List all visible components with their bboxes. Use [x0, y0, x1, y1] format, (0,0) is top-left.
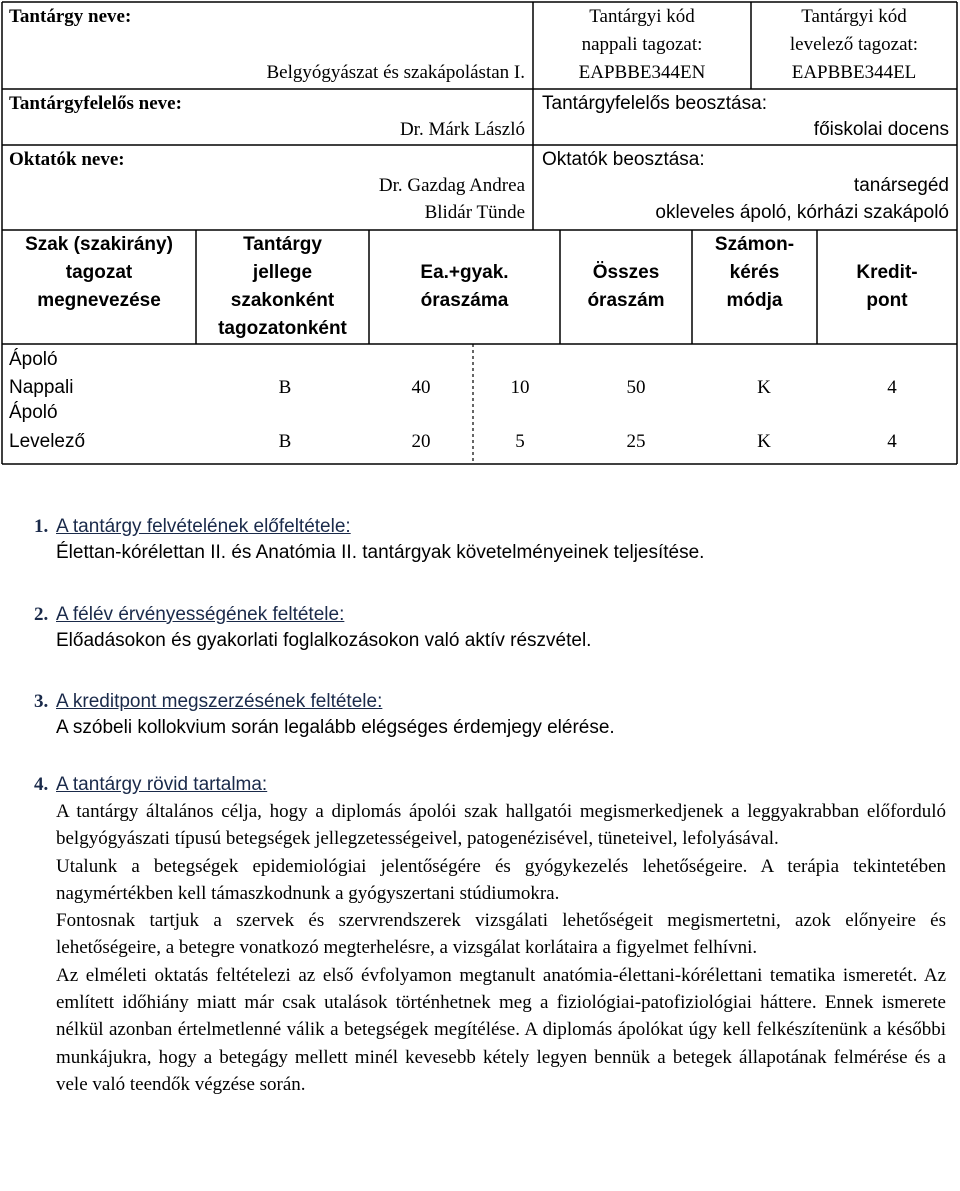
- row-exam: K: [757, 431, 771, 452]
- code-daytime-label-1: Tantárgyi kód: [589, 6, 695, 27]
- col-header-exam-3: módja: [726, 290, 783, 311]
- responsible-position: főiskolai docens: [813, 119, 949, 140]
- col-header-program-3: megnevezése: [37, 290, 161, 311]
- row-total-hours: 50: [626, 377, 646, 398]
- col-header-type-3: szakonként: [230, 290, 335, 311]
- section-text: A szóbeli kollokvium során legalább elégséges érdemjegy elérése.: [56, 717, 615, 738]
- code-correspondence-label-1: Tantárgyi kód: [801, 6, 907, 27]
- row-practice-hours: 5: [515, 431, 525, 452]
- row-exam: K: [757, 377, 771, 398]
- row-total-hours: 25: [626, 431, 646, 452]
- content-paragraph: A tantárgy általános célja, hogy a diplomás ápolói szak hallgatói megismerkedjenek a leggyakrabban előforduló belgyógyászati típusú betegségek jellegzetességeivel, patogenézisével, tüneteivel, lefolyásával.: [56, 801, 946, 850]
- teacher-2-position: okleveles ápoló, kórházi szakápoló: [655, 202, 949, 223]
- row-program-line-2: Levelező: [9, 431, 86, 452]
- row-type: B: [278, 431, 292, 452]
- col-header-exam-1: Számon-: [714, 234, 795, 255]
- subject-name: Belgyógyászat és szakápolástan I.: [266, 62, 525, 83]
- section-number: 2.: [34, 604, 49, 625]
- code-correspondence: EAPBBE344EL: [791, 62, 917, 83]
- section-prerequisite: [34, 514, 946, 566]
- subject-name-label: Tantárgy neve:: [9, 6, 132, 27]
- col-header-credit-2: pont: [866, 290, 908, 311]
- content-paragraph: Utalunk a betegségek epidemiológiai jelentőségére és gyógykezelés lehetőségeire. A terápia tekintetében nagymértékben kell támaszkodnunk a gyógyszertani stúdiumokra.: [56, 855, 946, 904]
- col-header-total-2: óraszám: [587, 290, 665, 311]
- content-paragraph: Az elméleti oktatás feltételezi az első évfolyamon megtanult anatómia-élettani-kórélettani tematika ismeretét. Az említett időhiány miatt már csak utalások történhetnek meg a fiziológiai-patofiziológiai háttere. Ennek ismerete nélkül azonban értelmetlenné válik a betegségek megítélése. A diplomás ápolókat úgy kell felkészítenünk a későbbi munkájukra, hogy a betegágy mellett minél kevesebb kétely legyen bennük a betegek állapotának felmérése és a vele való teendők végzése során.: [56, 964, 946, 1095]
- section-validity: [34, 602, 946, 654]
- code-daytime: EAPBBE344EN: [578, 62, 706, 83]
- section-title: A kreditpont megszerzésének feltétele:: [56, 691, 383, 712]
- section-text: Élettan-kórélettan II. és Anatómia II. tantárgyak követelményeinek teljesítése.: [56, 542, 705, 563]
- col-header-type-1: Tantárgy: [243, 234, 322, 255]
- row-lecture-hours: 20: [411, 431, 431, 452]
- col-header-program-1: Szak (szakirány): [25, 234, 173, 255]
- col-header-credit-1: Kredit-: [856, 262, 918, 283]
- section-text: Előadásokon és gyakorlati foglalkozásokon való aktív részvétel.: [56, 630, 592, 651]
- content-paragraph: Fontosnak tartjuk a szervek és szervrendszerek vizsgálati lehetőségeit megismertetni, azok előnyeire és lehetőségeire, a betegre vonatkozó megterhelésre, a vizsgálat korlátaira a figyelmet felhívni.: [56, 910, 946, 959]
- code-correspondence-label-2: levelező tagozat:: [789, 34, 919, 55]
- teacher-1-name: Dr. Gazdag Andrea: [378, 175, 525, 196]
- row-type: B: [278, 377, 292, 398]
- row-practice-hours: 10: [510, 377, 530, 398]
- row-credit: 4: [887, 377, 897, 398]
- col-header-hours-1: Ea.+gyak.: [420, 262, 509, 283]
- responsible-label: Tantárgyfelelős neve:: [9, 93, 182, 114]
- teachers-position-label: Oktatók beosztása:: [542, 149, 705, 170]
- responsible-position-label: Tantárgyfelelős beosztása:: [542, 93, 767, 114]
- section-number: 3.: [34, 691, 49, 712]
- section-title: A tantárgy felvételének előfeltétele:: [56, 516, 351, 537]
- row-program-line-1: Ápoló: [9, 402, 58, 423]
- col-header-exam-2: kérés: [729, 262, 780, 283]
- teachers-label: Oktatók neve:: [9, 149, 125, 170]
- row-lecture-hours: 40: [411, 377, 431, 398]
- section-title: A félév érvényességének feltétele:: [56, 604, 345, 625]
- responsible-name: Dr. Márk László: [399, 119, 525, 140]
- row-program-line-2: Nappali: [9, 377, 74, 398]
- col-header-type-4: tagozatonként: [218, 318, 347, 339]
- code-daytime-label-2: nappali tagozat:: [581, 34, 703, 55]
- col-header-total-1: Összes: [592, 262, 660, 283]
- col-header-program-2: tagozat: [65, 262, 133, 283]
- teacher-2-name: Blidár Tünde: [424, 202, 525, 223]
- section-number: 4.: [34, 774, 49, 795]
- section-course-content: [34, 772, 946, 1098]
- col-header-type-2: jellege: [252, 262, 313, 283]
- col-header-hours-2: óraszáma: [420, 290, 509, 311]
- section-title: A tantárgy rövid tartalma:: [56, 774, 268, 795]
- section-credit-condition: [34, 689, 946, 741]
- section-number: 1.: [34, 516, 49, 537]
- teacher-1-position: tanársegéd: [853, 175, 949, 196]
- row-program-line-1: Ápoló: [9, 349, 58, 370]
- row-credit: 4: [887, 431, 897, 452]
